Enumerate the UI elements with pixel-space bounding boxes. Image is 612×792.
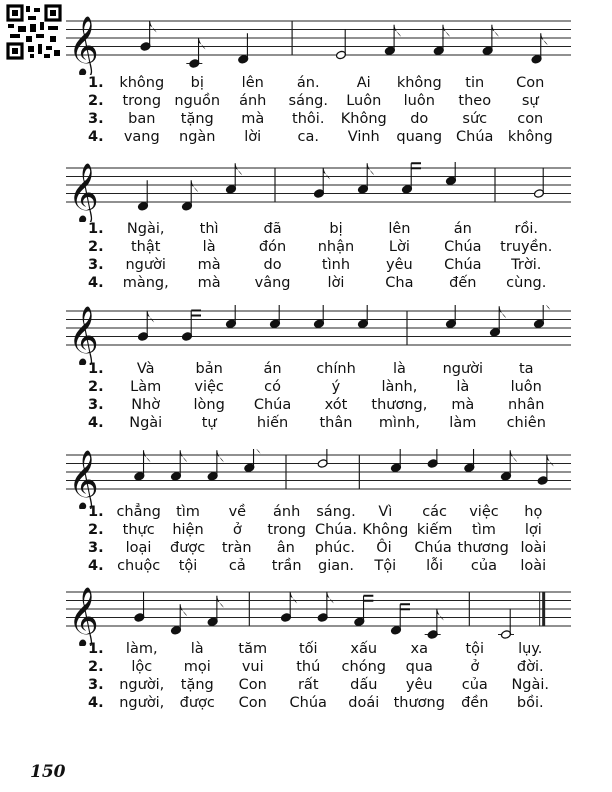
lyric-word: bồi. xyxy=(516,695,544,711)
lyric-word: dấu xyxy=(350,677,378,693)
verse-line xyxy=(88,539,558,557)
verse-line xyxy=(88,503,558,521)
verse-line xyxy=(88,694,558,712)
treble-clef-icon: 𝄞 xyxy=(68,587,99,646)
lyric-word: kiếm xyxy=(416,522,453,538)
lyric-word: lợi xyxy=(524,522,542,538)
lyric-word: ở xyxy=(470,659,480,675)
music-staff xyxy=(66,449,571,509)
lyric-word: Con xyxy=(516,75,545,91)
lyric-word: Lời xyxy=(388,239,410,255)
lyric-word: Chúa xyxy=(289,695,327,711)
lyric-word: Chúa xyxy=(414,540,452,556)
lyric-word: bị xyxy=(329,221,343,237)
verse-line xyxy=(88,676,558,694)
note-flag xyxy=(394,25,401,37)
verse-line xyxy=(88,128,558,146)
lyric-word: Không xyxy=(340,111,387,127)
lyric-word: chiên xyxy=(506,415,546,431)
music-staff xyxy=(66,15,571,75)
verse-number: 2. xyxy=(88,93,104,109)
verse-line xyxy=(88,74,558,92)
note-flag xyxy=(437,609,444,621)
lyric-word: ngàn xyxy=(179,129,216,145)
lyric-word: ánh xyxy=(239,93,267,109)
lyric-word: Trời. xyxy=(511,257,542,273)
lyric-word: đã xyxy=(263,221,282,237)
lyric-word: thương, xyxy=(371,397,428,413)
lyrics-block xyxy=(88,74,558,146)
note-flag xyxy=(144,450,151,462)
note-flag xyxy=(443,25,450,37)
lyric-word: Và xyxy=(136,361,155,377)
verse-line xyxy=(88,557,558,575)
verse-number: 2. xyxy=(88,379,104,395)
verse-number: 4. xyxy=(88,275,104,291)
lyric-word: cùng. xyxy=(506,275,547,291)
lyric-word: Tội xyxy=(374,558,397,574)
verse-line xyxy=(88,640,558,658)
note-flag xyxy=(327,592,334,604)
lyric-word: rất xyxy=(297,677,319,693)
lyric-word: tình xyxy=(321,257,351,273)
note-flag xyxy=(191,180,198,192)
lyric-word: của xyxy=(461,677,488,693)
verse-line xyxy=(88,92,558,110)
lyrics-block xyxy=(88,220,558,292)
verse-number: 3. xyxy=(88,257,104,273)
lyric-word: lời xyxy=(244,129,262,145)
lyric-word: đến xyxy=(449,275,477,291)
lyric-word: của xyxy=(470,558,497,574)
lyric-word: luôn xyxy=(510,379,542,395)
note-flag xyxy=(147,311,154,323)
lyric-word: tối xyxy=(298,641,318,657)
verse-number: 4. xyxy=(88,558,104,574)
lyric-word: theo xyxy=(458,93,492,109)
lyric-word: truyền. xyxy=(500,239,553,255)
lyric-word: được xyxy=(179,695,215,711)
lyric-word: Ai xyxy=(356,75,371,91)
lyric-word: vâng xyxy=(254,275,291,291)
note-flag xyxy=(541,33,548,45)
verse-line xyxy=(88,360,558,378)
note-flag xyxy=(150,21,157,33)
note-flag xyxy=(547,455,554,467)
lyric-word: mọi xyxy=(183,659,211,675)
lyric-word: Ngài, xyxy=(126,221,165,237)
lyric-word: họ xyxy=(524,504,543,520)
verse-number: 1. xyxy=(88,75,104,91)
lyric-word: Chúa xyxy=(444,257,482,273)
lyric-word: màng, xyxy=(122,275,169,291)
lyric-word: mà xyxy=(197,275,221,291)
lyric-word: không xyxy=(119,75,165,91)
lyric-word: ở xyxy=(232,522,242,538)
verse-number: 4. xyxy=(88,695,104,711)
music-staff xyxy=(66,162,571,222)
lyric-word: nguồn xyxy=(174,93,221,109)
lyric-word: chuộc xyxy=(117,558,161,574)
note-flag xyxy=(543,305,550,310)
verse-line xyxy=(88,521,558,539)
lyric-word: cả xyxy=(228,558,246,574)
lyric-word: lỗi xyxy=(426,558,444,574)
lyric-word: chính xyxy=(316,361,356,377)
lyric-word: tặng xyxy=(180,677,214,693)
note-flag xyxy=(367,163,374,175)
page-number: 150 xyxy=(30,762,66,782)
lyric-word: việc xyxy=(469,504,499,520)
treble-clef-icon: 𝄞 xyxy=(68,16,99,75)
treble-clef-icon: 𝄞 xyxy=(68,306,99,365)
lyric-word: thú xyxy=(296,659,321,675)
lyric-word: trong xyxy=(267,522,306,538)
lyric-word: các xyxy=(422,504,448,520)
note-flag xyxy=(290,592,297,604)
lyric-word: nhận xyxy=(317,239,355,255)
verse-line xyxy=(88,256,558,274)
lyric-word: lời xyxy=(327,275,345,291)
verse-number: 3. xyxy=(88,540,104,556)
verse-number: 3. xyxy=(88,397,104,413)
note-flag xyxy=(199,38,206,50)
verse-line xyxy=(88,220,558,238)
verse-number: 1. xyxy=(88,504,104,520)
lyric-word: Ngài xyxy=(129,415,163,431)
lyric-word: tràn xyxy=(221,540,252,556)
lyric-word: trần xyxy=(271,558,302,574)
treble-clef-icon: 𝄞 xyxy=(68,163,99,222)
lyric-word: do xyxy=(410,111,429,127)
lyric-word: Chúa xyxy=(253,397,292,413)
note-flag xyxy=(180,604,187,616)
note-flag xyxy=(499,306,506,318)
lyric-word: Vì xyxy=(378,504,393,520)
lyric-word: loài xyxy=(520,558,547,574)
verse-number: 1. xyxy=(88,641,104,657)
verse-line xyxy=(88,110,558,128)
lyric-word: người xyxy=(125,257,166,273)
lyric-word: tìm xyxy=(472,522,496,538)
lyric-word: xa xyxy=(410,641,428,657)
verse-number: 2. xyxy=(88,522,104,538)
lyric-word: thì xyxy=(199,221,219,237)
lyric-word: lòng xyxy=(193,397,225,413)
lyric-word: ban xyxy=(128,111,156,127)
lyrics-block xyxy=(88,640,558,712)
verse-line xyxy=(88,378,558,396)
lyric-word: lên xyxy=(388,221,411,237)
lyric-word: tặng xyxy=(180,111,214,127)
lyric-word: qua xyxy=(405,659,433,675)
lyric-word: rồi. xyxy=(514,221,538,237)
lyric-word: bản xyxy=(195,361,223,377)
lyrics-block xyxy=(88,503,558,575)
lyric-word: Chúa xyxy=(456,129,494,145)
lyric-word: thương xyxy=(393,695,445,711)
lyric-word: xót xyxy=(324,397,348,413)
lyric-word: là xyxy=(202,239,216,255)
lyric-word: không xyxy=(396,75,442,91)
verse-number: 4. xyxy=(88,415,104,431)
lyric-word: hiện xyxy=(172,522,204,538)
verse-number: 3. xyxy=(88,111,104,127)
lyric-word: được xyxy=(169,540,206,556)
lyric-word: mà xyxy=(451,397,475,413)
lyric-word: người, xyxy=(119,695,165,711)
lyric-word: yêu xyxy=(405,677,433,693)
lyric-word: mình, xyxy=(378,415,420,431)
lyric-word: ân xyxy=(276,540,295,556)
lyric-word: phúc. xyxy=(314,540,355,556)
lyric-word: án xyxy=(453,221,472,237)
lyric-word: tin xyxy=(465,75,485,91)
lyric-word: người, xyxy=(119,677,165,693)
lyric-word: sự xyxy=(521,93,539,109)
lyric-word: mà xyxy=(197,257,221,273)
lyric-word: là xyxy=(190,641,204,657)
lyric-word: ý xyxy=(331,379,341,395)
lyric-word: việc xyxy=(194,379,224,395)
lyric-word: về xyxy=(228,504,247,520)
lyric-word: sáng. xyxy=(288,93,328,109)
lyric-word: thương xyxy=(457,540,509,556)
note-flag xyxy=(217,450,224,462)
qr-code-icon xyxy=(6,4,62,60)
lyric-word: Không xyxy=(362,522,409,538)
verse-line xyxy=(88,238,558,256)
note-flag xyxy=(492,25,499,37)
lyric-word: Con xyxy=(238,677,267,693)
lyric-word: án xyxy=(263,361,282,377)
treble-clef-icon: 𝄞 xyxy=(68,450,99,509)
lyric-word: hiến xyxy=(256,415,289,431)
lyric-word: do xyxy=(263,257,282,273)
note-flag xyxy=(235,163,242,175)
lyric-word: Luôn xyxy=(346,93,382,109)
lyric-word: tội xyxy=(178,558,198,574)
lyric-word: nhân xyxy=(508,397,545,413)
lyric-word: bị xyxy=(190,75,204,91)
lyric-word: Con xyxy=(238,695,267,711)
lyric-word: vang xyxy=(123,129,160,145)
verse-number: 1. xyxy=(88,361,104,377)
verse-line xyxy=(88,658,558,676)
lyric-word: lụy. xyxy=(518,641,543,657)
lyric-word: lành, xyxy=(381,379,418,395)
lyric-word: làm, xyxy=(125,641,158,657)
lyric-word: Chúa xyxy=(444,239,482,255)
lyric-word: Cha xyxy=(385,275,414,291)
verse-number: 2. xyxy=(88,659,104,675)
lyric-word: thực xyxy=(122,522,155,538)
music-staff xyxy=(66,586,571,646)
verse-number: 2. xyxy=(88,239,104,255)
lyric-word: làm xyxy=(449,415,477,431)
lyric-word: loài xyxy=(520,540,547,556)
lyric-word: gian. xyxy=(318,558,354,574)
lyric-word: người xyxy=(442,361,484,377)
lyric-word: là xyxy=(456,379,470,395)
lyric-word: tự xyxy=(201,415,217,431)
verse-line xyxy=(88,274,558,292)
lyric-word: ta xyxy=(518,361,534,377)
lyric-word: đời. xyxy=(516,659,544,675)
lyric-word: chóng xyxy=(341,659,386,675)
lyric-word: án. xyxy=(296,75,320,91)
lyrics-block xyxy=(88,360,558,432)
lyric-word: Vinh xyxy=(347,129,380,145)
lyric-word: vui xyxy=(241,659,264,675)
lyric-word: con xyxy=(517,111,544,127)
lyric-word: đền xyxy=(461,695,489,711)
verse-line xyxy=(88,396,558,414)
note-flag xyxy=(217,596,224,608)
verse-number: 4. xyxy=(88,129,104,145)
lyric-word: tìm xyxy=(176,504,200,520)
lyric-word: không xyxy=(507,129,553,145)
lyric-word: mà xyxy=(241,111,265,127)
lyric-word: Ngài. xyxy=(511,677,550,693)
lyric-word: Làm xyxy=(130,379,162,395)
lyric-word: ca. xyxy=(297,129,319,145)
lyric-word: doái xyxy=(348,695,380,711)
lyric-word: tăm xyxy=(238,641,268,657)
lyric-word: sức xyxy=(462,111,488,127)
verse-number: 1. xyxy=(88,221,104,237)
lyric-word: là xyxy=(392,361,406,377)
music-staff xyxy=(66,305,571,365)
lyric-word: thật xyxy=(130,239,161,255)
lyric-word: thân xyxy=(319,415,353,431)
lyric-word: lộc xyxy=(131,659,153,675)
lyric-word: sáng. xyxy=(316,504,356,520)
lyric-word: chẳng xyxy=(116,504,161,520)
note-flag xyxy=(510,450,517,462)
lyric-word: thôi. xyxy=(292,111,325,127)
verse-number: 3. xyxy=(88,677,104,693)
lyric-word: Nhờ xyxy=(131,397,161,413)
lyric-word: yêu xyxy=(386,257,413,273)
lyric-word: Chúa. xyxy=(314,522,357,538)
lyric-word: luôn xyxy=(403,93,435,109)
lyric-word: Ôi xyxy=(376,540,392,556)
lyric-word: quang xyxy=(396,129,443,145)
lyric-word: trong xyxy=(122,93,162,109)
lyric-word: xấu xyxy=(350,641,378,657)
lyric-word: loại xyxy=(125,540,152,556)
lyric-word: có xyxy=(264,379,281,395)
lyric-word: lên xyxy=(241,75,264,91)
lyric-word: đón xyxy=(258,239,287,255)
note-flag xyxy=(254,449,261,454)
note-flag xyxy=(323,168,330,180)
lyric-word: tội xyxy=(465,641,485,657)
note-flag xyxy=(180,450,187,462)
lyric-word: ánh xyxy=(273,504,301,520)
verse-line xyxy=(88,414,558,432)
